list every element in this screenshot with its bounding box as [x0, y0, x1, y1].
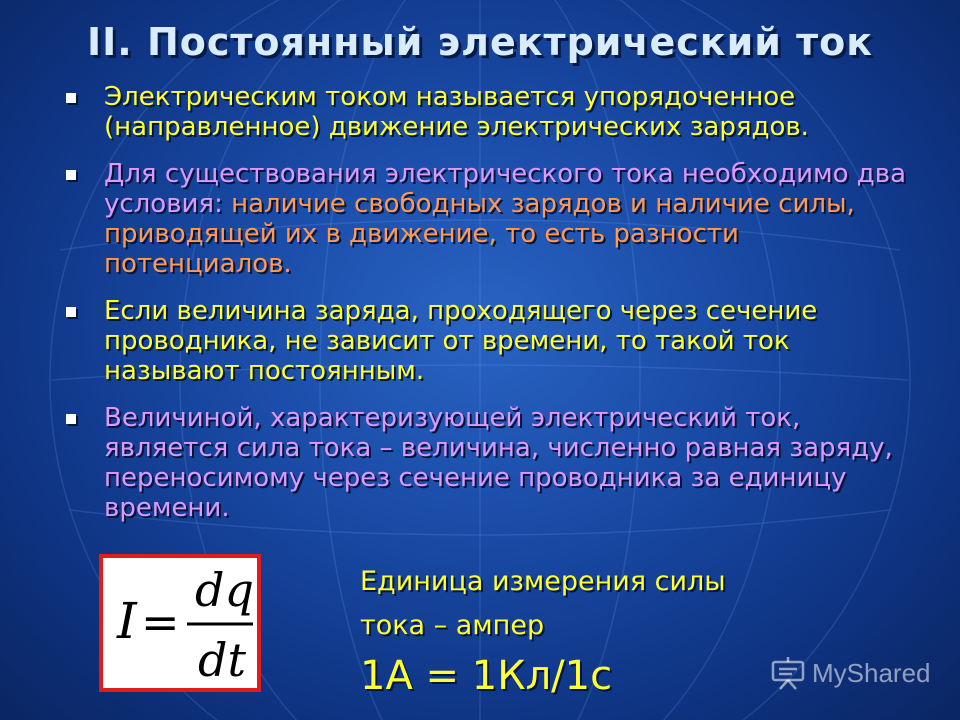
- unit-block: [360, 560, 726, 702]
- formula-numerator: dq: [195, 563, 254, 617]
- watermark-text: MyShared: [812, 657, 931, 688]
- formula-denominator: dt: [198, 633, 246, 687]
- slide-title: II. Постоянный электрический ток: [87, 20, 873, 64]
- formula-lhs: I: [117, 592, 137, 650]
- unit-definition: 1А = 1Кл/1с: [360, 653, 613, 699]
- bullet-text-highlight: наличие свободных зарядов и наличие силы, приводящей их в движение, то есть разности потенциалов.: [104, 189, 855, 279]
- square-bullet-icon: [66, 307, 76, 317]
- unit-line-2: тока – ампер: [360, 610, 545, 641]
- bullet-current-strength: [62, 403, 922, 523]
- current-formula-box: [99, 554, 261, 692]
- bullet-direct-current: [62, 296, 922, 386]
- square-bullet-icon: [66, 170, 76, 180]
- presentation-board-icon: [770, 656, 806, 690]
- formula-equals: =: [141, 595, 180, 649]
- bullet-list: [62, 82, 922, 540]
- square-bullet-icon: [66, 414, 76, 424]
- bullet-conditions: [62, 159, 922, 279]
- watermark: [770, 655, 931, 691]
- unit-line-1: Единица измерения силы: [360, 566, 726, 597]
- bullet-definition: [62, 82, 922, 142]
- bullet-text: Если величина заряда, проходящего через сечение проводника, не зависит от времени, то такой ток называют постоянным.: [104, 296, 818, 386]
- bullet-text: Для существования электрического тока необходимо два условия:: [104, 159, 907, 219]
- bullet-text: Величиной, характеризующей электрический ток, является сила тока – величина, численно равная заряду, переносимому через сечение проводника за единицу времени.: [104, 403, 893, 523]
- bullet-text: Электрическим током называется упорядоченное (направленное) движение электрических зарядов.: [104, 82, 809, 142]
- square-bullet-icon: [66, 93, 76, 103]
- current-formula: [103, 558, 257, 688]
